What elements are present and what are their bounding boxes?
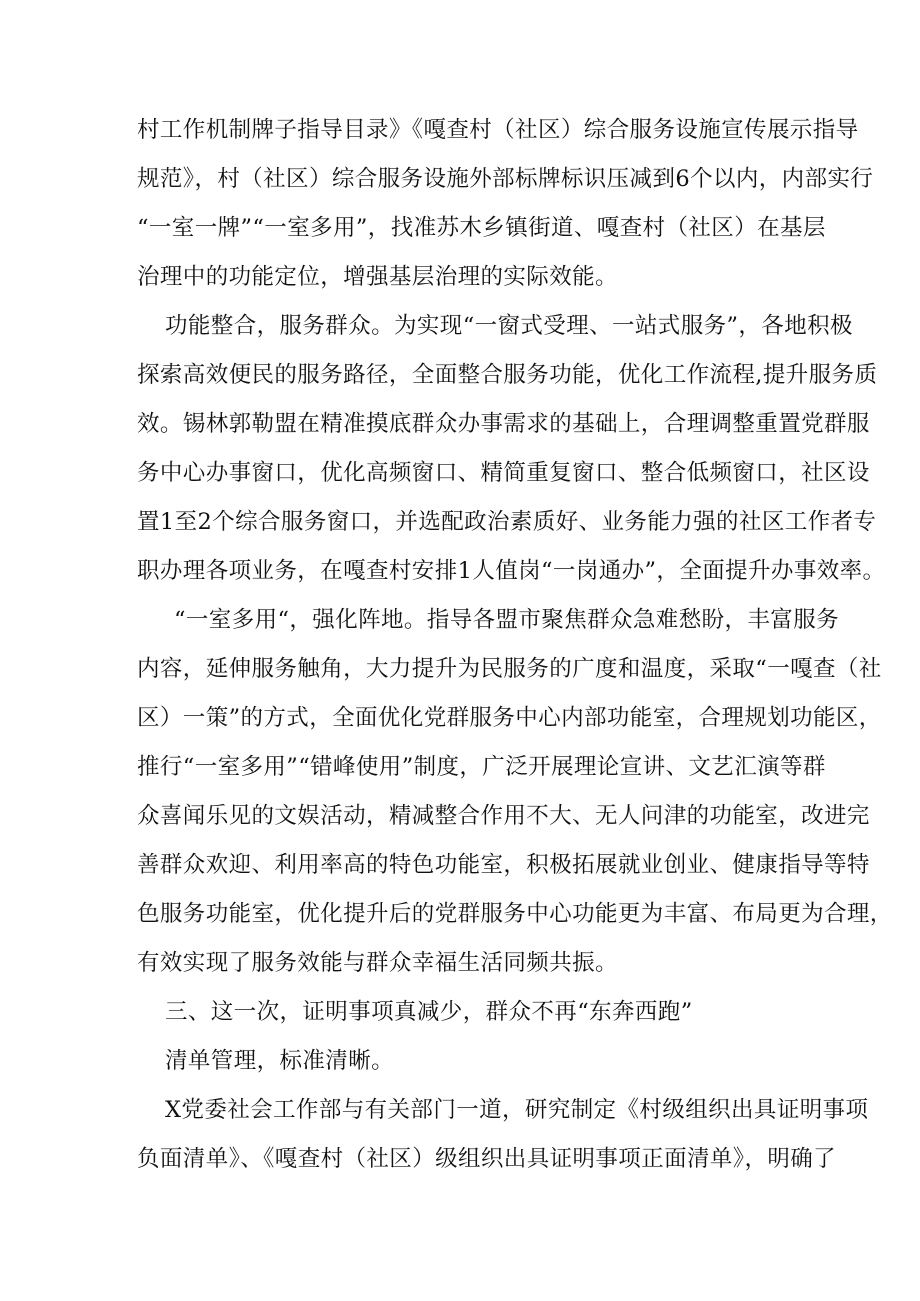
- paragraph-line: “一室多用“，强化阵地。指导各盟市聚焦群众急难愁盼，丰富服务: [174, 607, 840, 633]
- paragraph-line: 色服务功能室，优化提升后的党群服务中心功能更为丰富、布局更为合理，: [137, 901, 893, 927]
- paragraph-line: 清单管理，标准清晰。: [165, 1048, 395, 1074]
- paragraph-line: 负面清单》、《嘎查村（社区）级组织出具证明事项正面清单》，明确了: [137, 1146, 837, 1172]
- paragraph-line: 推行“一室多用”“错峰使用”制度，广泛开展理论宣讲、文艺汇演等群: [137, 754, 826, 780]
- paragraph-line: 效。锡林郭勒盟在精准摸底群众办事需求的基础上，合理调整重置党群服: [137, 411, 870, 437]
- paragraph-line: 探索高效便民的服务路径，全面整合服务功能，优化工作流程,提升服务质: [137, 362, 878, 388]
- paragraph-line: 众喜闻乐见的文娱活动，精减整合作用不大、无人问津的功能室，改进完: [137, 803, 870, 829]
- paragraph-line: 务中心办事窗口，优化高频窗口、精简重复窗口、整合低频窗口，社区设: [137, 460, 870, 486]
- paragraph-line: X党委社会工作部与有关部门一道，研究制定《村级组织出具证明事项: [165, 1097, 869, 1123]
- paragraph-line: 善群众欢迎、利用率高的特色功能室，积极拓展就业创业、健康指导等特: [137, 852, 870, 878]
- paragraph-line: 村工作机制牌子指导目录》《嘎查村（社区）综合服务设施宣传展示指导: [137, 117, 859, 143]
- section-heading: 三、这一次，证明事项真减少，群众不再“东奔西跑”: [165, 999, 693, 1025]
- paragraph-line: 治理中的功能定位，增强基层治理的实际效能。: [137, 264, 618, 290]
- paragraph-line: 置1至2个综合服务窗口，并选配政治素质好、业务能力强的社区工作者专: [137, 509, 877, 535]
- paragraph-line: “一室一牌”“一室多用”，找准苏木乡镇街道、嘎查村（社区）在基层: [137, 215, 826, 241]
- paragraph-line: 有效实现了服务效能与群众幸福生活同频共振。: [137, 950, 618, 976]
- paragraph-line: 规范》，村（社区）综合服务设施外部标牌标识压减到6个以内，内部实行: [137, 166, 874, 192]
- paragraph-line: 职办理各项业务，在嘎查村安排1人值岗“一岗通办”，全面提升办事效率。: [137, 558, 886, 584]
- paragraph-line: 内容，延伸服务触角，大力提升为民服务的广度和温度，采取“一嘎查（社: [137, 656, 882, 682]
- paragraph-line: 区）一策”的方式，全面优化党群服务中心内部功能室，合理规划功能区，: [137, 705, 882, 731]
- paragraph-line: 功能整合，服务群众。为实现“一窗式受理、一站式服务”，各地积极: [165, 313, 853, 339]
